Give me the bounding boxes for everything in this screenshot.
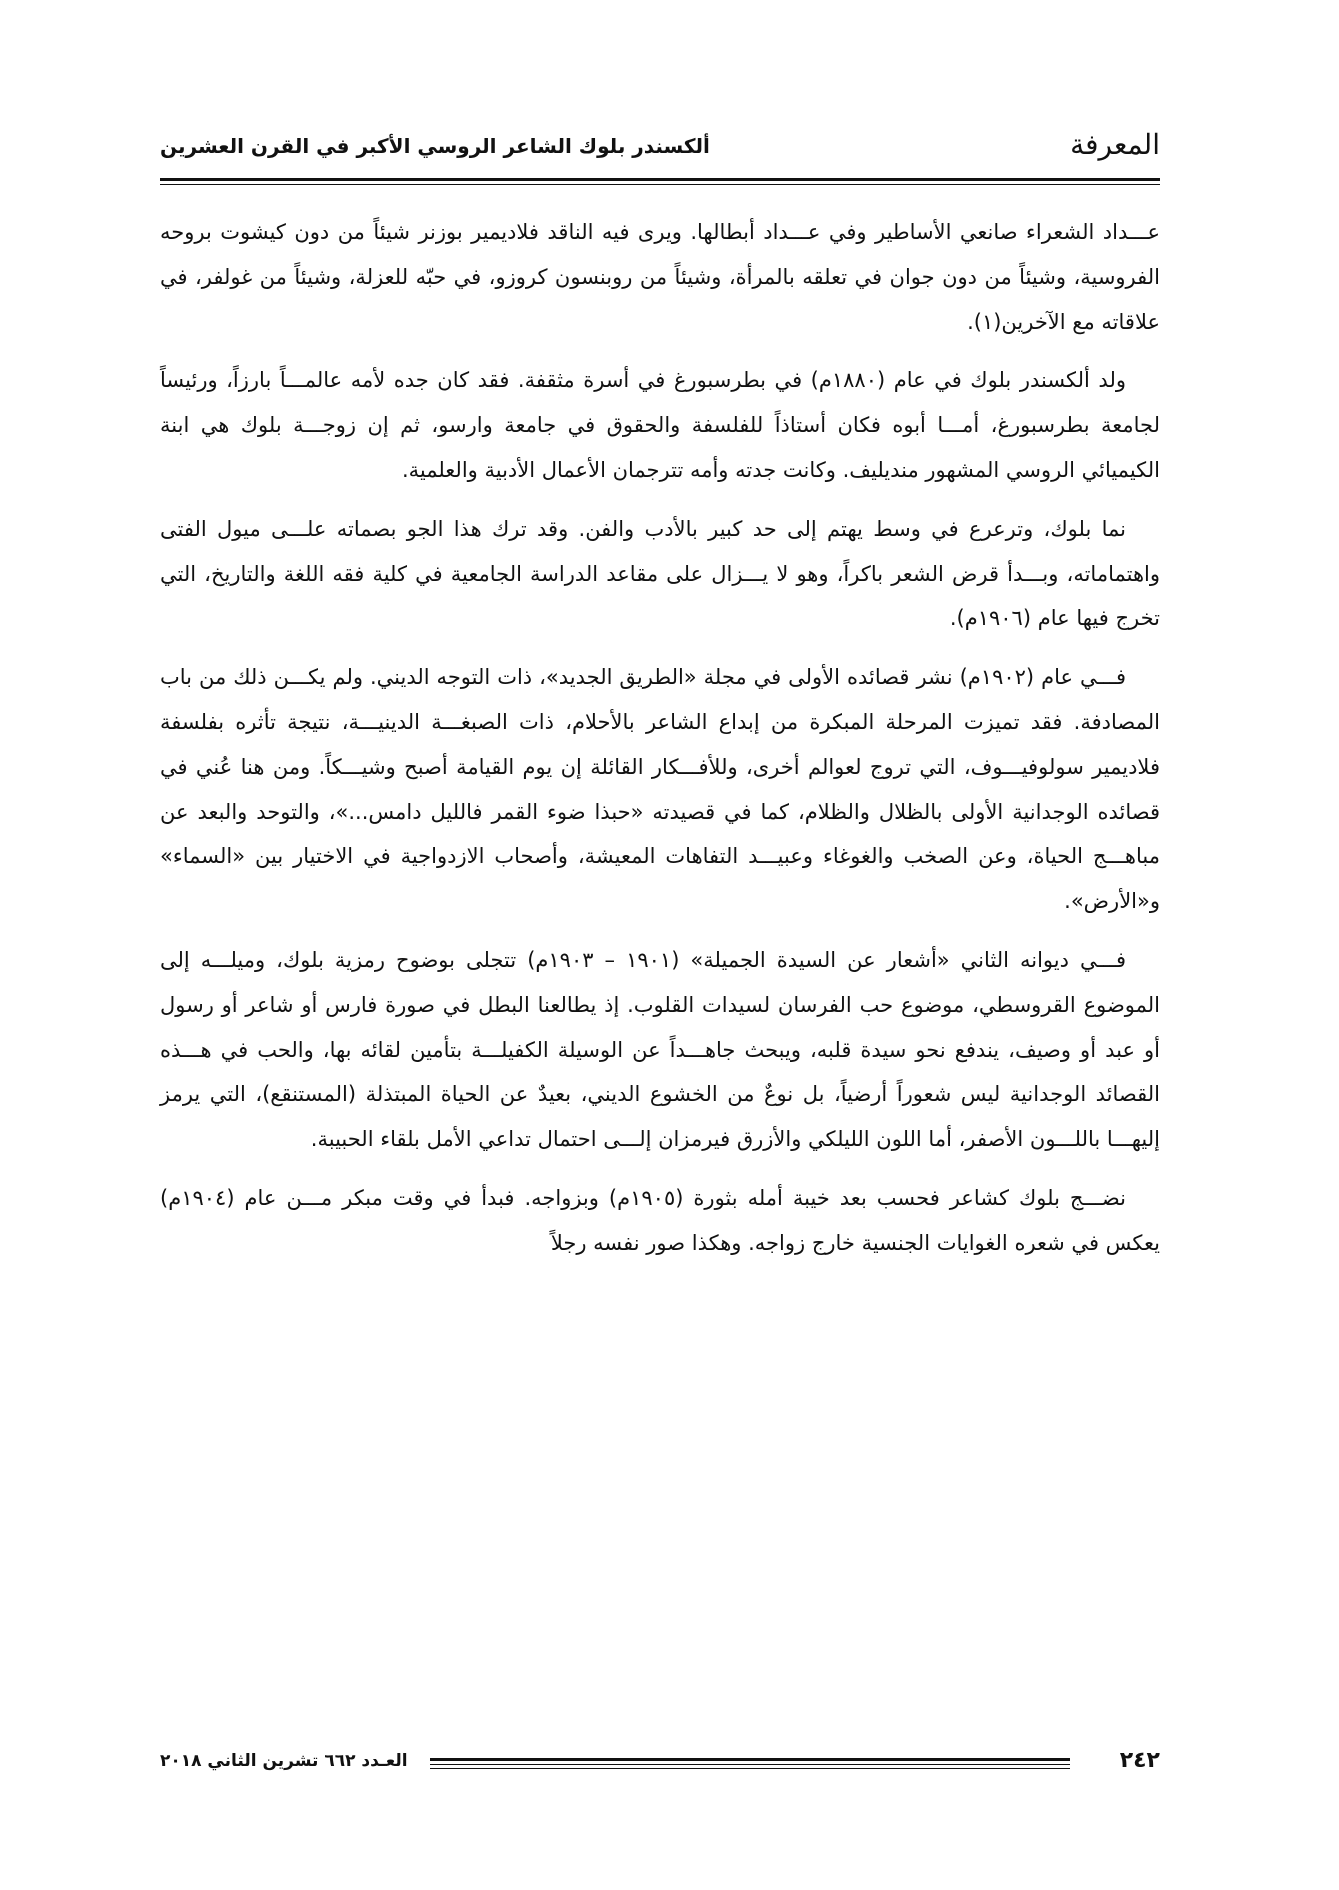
article-title: ألكسندر بلوك الشاعر الروسي الأكبر في القرن العشرين — [160, 134, 710, 158]
footer-divider-thin-2 — [430, 1768, 1070, 1769]
footer-divider-thick — [430, 1758, 1070, 1761]
paragraph-5: فـــي ديوانه الثاني «أشعار عن السيدة الجميلة» (١٩٠١ – ١٩٠٣م) تتجلى بوضوح رمزية بلوك، وميلـــه إلى الموضوع القروسطي، موضوع حب الفرسان لسيدات القلوب. إذ يطالعنا البطل في صورة فارس أو شاعر أو رسول أو عبد أو وصيف، يندفع نحو سيدة قلبه، ويبحث جاهـــداً عن الوسيلة الكفيلـــة بتأمين لقائه بها، والحب في هـــذه القصائد الوجدانية ليس شعوراً أرضياً، بل نوعٌ من الخشوع الديني، بعيدٌ عن الحياة المبتذلة (المستنقع)، التي يرمز إليهـــا باللـــون الأصفر، أما اللون الليلكي والأزرق فيرمزان إلـــى احتمال تداعي الأمل بلقاء الحبيبة. — [160, 947, 1160, 1152]
paragraph-1: عـــداد الشعراء صانعي الأساطير وفي عـــداد أبطالها. ويرى فيه الناقد فلاديمير بوزنر شيئاً من دون كيشوت بروحه الفروسية، وشيئاً من دون جوان في تعلقه بالمرأة، وشيئاً من روبنسون كروزو، في حبّه للعزلة، وشيئاً من غولفر، في علاقاته مع الآخرين(١). — [160, 220, 1160, 334]
paragraph-6: نضـــج بلوك كشاعر فحسب بعد خيبة أمله بثورة (١٩٠٥م) وبزواجه. فبدأ في وقت مبكر مـــن عام (١٩٠٤م) يعكس في شعره الغوايات الجنسية خارج زواجه. وهكذا صور نفسه رجلاً — [160, 1185, 1160, 1255]
header-divider-thin — [160, 184, 1160, 185]
running-header — [160, 128, 1160, 172]
page-footer — [160, 1748, 1160, 1788]
paragraph-2: ولد ألكسندر بلوك في عام (١٨٨٠م) في بطرسبورغ في أسرة مثقفة. فقد كان جده لأمه عالمـــاً بارزاً، ورئيساً لجامعة بطرسبورغ، أمـــا أبوه فكان أستاذاً للفلسفة والحقوق في جامعة وارسو، ثم إن زوجـــة بلوك هي ابنة الكيميائي الروسي المشهور منديليف. وكانت جدته وأمه تترجمان الأعمال الأدبية والعلمية. — [160, 368, 1160, 482]
issue-info: العـدد ٦٦٢ تشرين الثاني ٢٠١٨ — [160, 1751, 408, 1771]
paragraph-3: نما بلوك، وترعرع في وسط يهتم إلى حد كبير بالأدب والفن. وقد ترك هذا الجو بصماته علـــى ميول الفتى واهتماماته، وبـــدأ قرض الشعر باكراً، وهو لا يـــزال على مقاعد الدراسة الجامعية في كلية فقه اللغة والتاريخ، التي تخرج فيها عام (١٩٠٦م). — [160, 516, 1160, 631]
header-divider-thick — [160, 178, 1160, 181]
paragraph-4: فـــي عام (١٩٠٢م) نشر قصائده الأولى في مجلة «الطريق الجديد»، ذات التوجه الديني. ولم يكـــن ذلك من باب المصادفة. فقد تميزت المرحلة المبكرة من إبداع الشاعر بالأحلام، ذات الصبغـــة الدينيـــة، نتيجة تأثره بفلسفة فلاديمير سولوفيـــوف، التي تروج لعوالم أخرى، وللأفـــكار القائلة إن يوم القيامة أصبح وشيـــكاً. ومن هنا عُني في قصائده الوجدانية الأولى بالظلال والظلام، كما في قصيدته «حبذا ضوء القمر فالليل دامس...»، والتوحد والبعد عن مباهـــج الحياة، وعن الصخب والغوغاء وعبيـــد التفاهات المعيشة، وأصحاب الازدواجية في الاختيار بين «السماء» و«الأرض». — [160, 665, 1160, 914]
article-body — [160, 210, 1160, 1280]
footer-divider-thin — [430, 1764, 1070, 1765]
magazine-logo: المعرفة — [1070, 128, 1160, 161]
page-number: ٢٤٢ — [1119, 1748, 1160, 1773]
